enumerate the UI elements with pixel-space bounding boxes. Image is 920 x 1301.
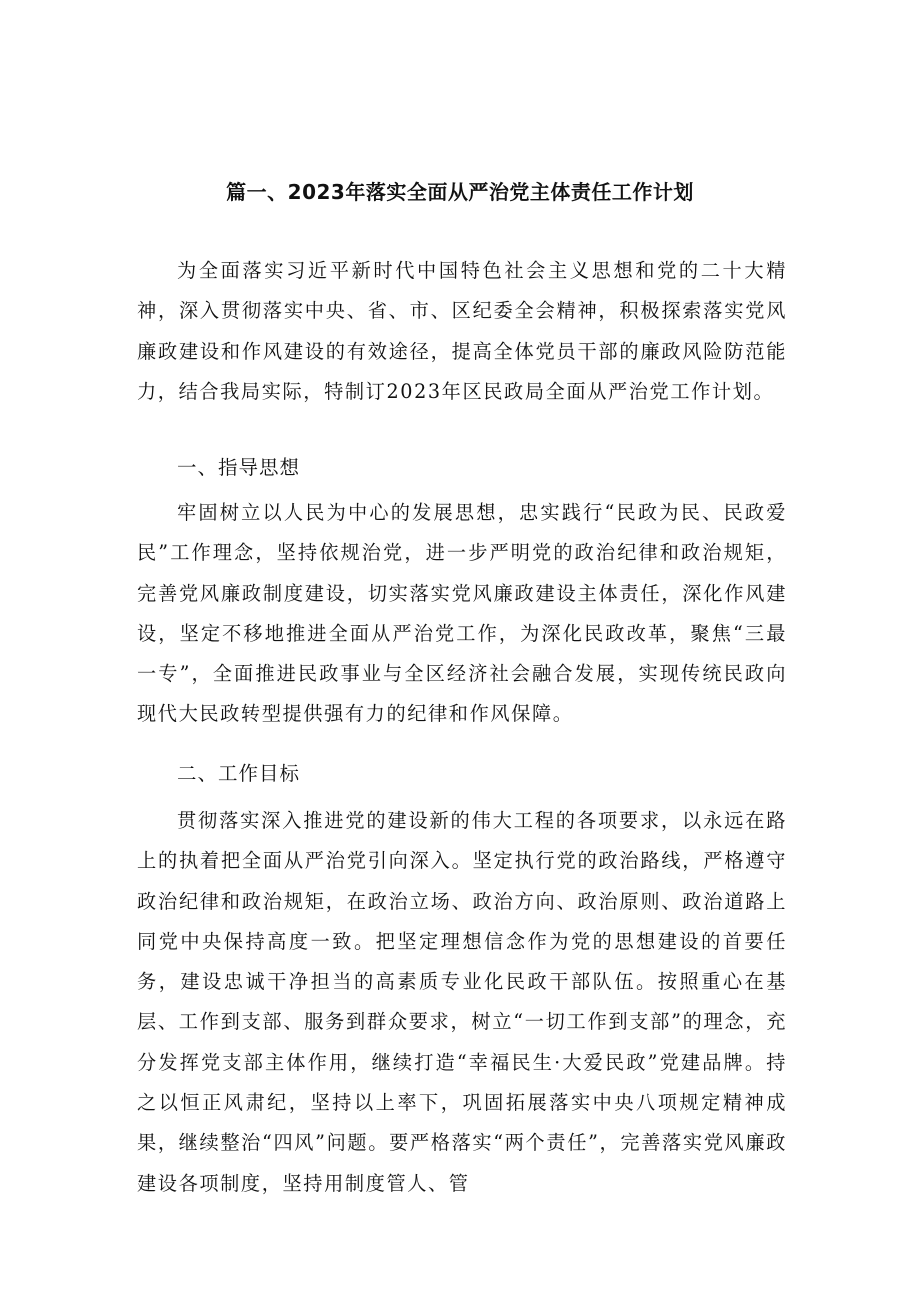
section-paragraph-guiding-ideology: 牢固树立以人民为中心的发展思想，忠实践行“民政为民、民政爱民”工作理念，坚持依规治党，进一步严明党的政治纪律和政治规矩，完善党风廉政制度建设，切实落实党风廉政建设主体责任，深化作风建设，坚定不移地推进全面从严治党工作，为深化民政改革，聚焦“三最一专”，全面推进民政事业与全区经济社会融合发展，实现传统民政向现代大民政转型提供强有力的纪律和作风保障。 — [137, 501, 787, 726]
section-heading-work-goals: 二、工作目标 — [177, 762, 301, 785]
intro-paragraph: 为全面落实习近平新时代中国特色社会主义思想和党的二十大精神，深入贯彻落实中央、省、市、区纪委全会精神，积极探索落实党风廉政建设和作风建设的有效途径，提高全体党员干部的廉政风险防范能力，结合我局实际，特制订2023年区民政局全面从严治党工作计划。 — [137, 259, 787, 403]
section-heading-guiding-ideology: 一、指导思想 — [177, 456, 301, 479]
document-title: 篇一、2023年落实全面从严治党主体责任工作计划 — [226, 180, 694, 204]
section-paragraph-work-goals: 贯彻落实深入推进党的建设新的伟大工程的各项要求，以永远在路上的执着把全面从严治党引向深入。坚定执行党的政治路线，严格遵守政治纪律和政治规矩，在政治立场、政治方向、政治原则、政治道路上同党中央保持高度一致。把坚定理想信念作为党的思想建设的首要任务，建设忠诚干净担当的高素质专业化民政干部队伍。按照重心在基层、工作到支部、服务到群众要求，树立“一切工作到支部”的理念，充分发挥党支部主体作用，继续打造“幸福民生·大爱民政”党建品牌。持之以恒正风肃纪，坚持以上率下，巩固拓展落实中央八项规定精神成果，继续整治“四风”问题。要严格落实“两个责任”，完善落实党风廉政建设各项制度，坚持用制度管人、管 — [137, 809, 787, 1195]
